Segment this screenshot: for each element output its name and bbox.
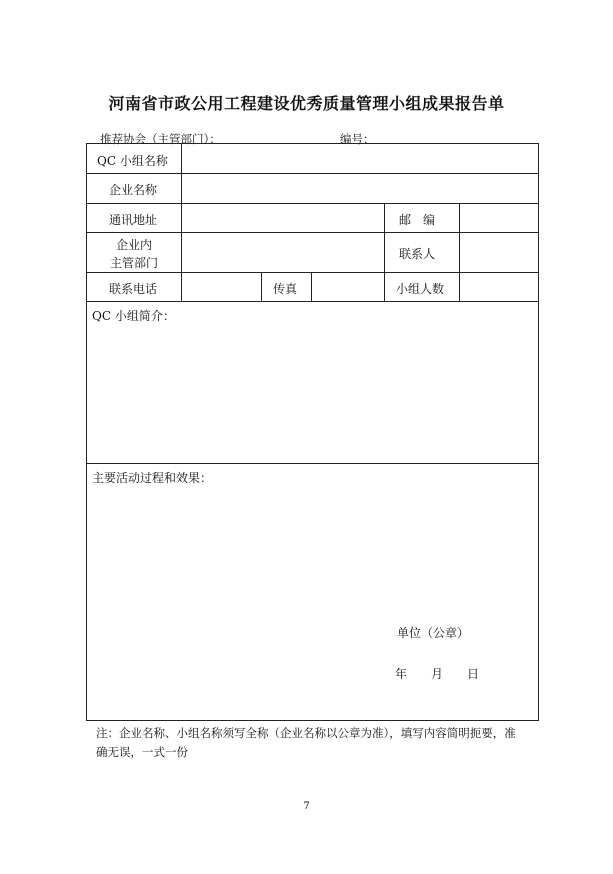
row-divider: [87, 463, 538, 464]
phone-label: 联系电话: [109, 282, 158, 296]
row-divider: [87, 173, 538, 174]
row-divider: [87, 232, 538, 233]
row-divider: [87, 203, 538, 204]
company-name-label: 企业名称: [109, 183, 158, 197]
postcode-label: 邮 编: [399, 213, 436, 227]
row-divider: [87, 272, 538, 273]
column-divider: [261, 272, 262, 301]
footnote-line-1: 注：企业名称、小组名称须写全称（企业名称以公章为准），填写内容简明扼要，准: [96, 726, 516, 740]
page-number: 7: [303, 801, 310, 812]
row-divider: [87, 301, 538, 302]
unit-stamp-label: 单位（公章）: [397, 626, 470, 640]
column-divider: [311, 272, 312, 301]
report-form-table: [86, 143, 539, 721]
contact-person-label: 联系人: [399, 247, 436, 261]
page-title: 河南省市政公用工程建设优秀质量管理小组成果报告单: [108, 94, 505, 113]
serial-number-label: 编号：: [340, 132, 375, 146]
footnote: [96, 724, 516, 762]
activity-process-label: 主要活动过程和效果：: [92, 471, 213, 485]
group-size-label: 小组人数: [396, 282, 445, 296]
dept-label-line1: 企业内: [115, 238, 152, 252]
qc-intro-label: QC 小组简介：: [92, 309, 175, 323]
footnote-line-2: 确无误，一式一份: [96, 745, 188, 759]
fax-label: 传真: [273, 282, 298, 296]
qc-group-name-label: QC 小组名称: [97, 154, 168, 168]
address-label: 通讯地址: [109, 213, 158, 227]
recommender-label: 推荐协会（主管部门）：: [100, 132, 221, 146]
column-divider: [384, 203, 385, 301]
column-divider: [181, 144, 182, 301]
column-divider: [459, 203, 460, 301]
dept-label-line2: 主管部门: [109, 256, 158, 270]
date-line: 年 月 日: [395, 667, 480, 681]
